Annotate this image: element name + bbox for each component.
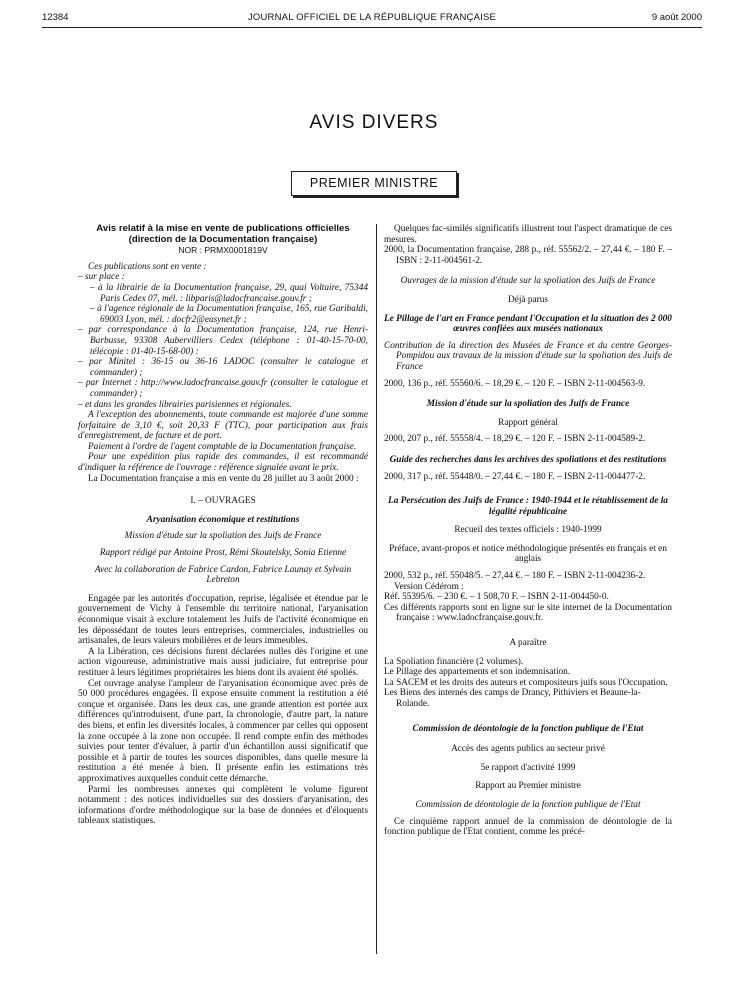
collaboration-text: Avec la collaboration de Fabrice Cardon, Fabrice Launay et Sylvain Lebreton: [94, 564, 352, 586]
librairie-text: – à la librairie de la Documentation française, 29, quai Voltaire, 75344 Paris Cedex 07, mél. : libparis@ladocfrancaise.gouv.fr ;: [90, 282, 368, 304]
nor-code: NOR : PRMX0001819V: [178, 245, 268, 256]
issue-date: 9 août 2000: [651, 12, 702, 23]
header-rule: [42, 27, 702, 28]
ref-persecution: 2000, 532 p., réf. 55048/5. – 27,44 €. – 180 F. – ISBN 2-11-004236-2.: [384, 571, 646, 582]
paiement-text: Paiement à l'ordre de l'agent comptable de la Documentation française.: [88, 441, 357, 452]
ref-rapport-general: 2000, 207 p., réf. 55558/4. – 18,29 €. – 120 F. – ISBN 2-11-004589-2.: [384, 434, 646, 445]
internet-text: – par Internet : http://www.ladocfrancaise.gouv.fr (consulter le catalogue et commander) ;: [78, 378, 368, 399]
guide-title: Guide des recherches dans les archives des spoliations et des restitutions: [389, 454, 667, 465]
list-item: Les Biens des internés des camps de Drancy, Pithiviers et Beaune-la-Rolande.: [384, 688, 641, 709]
page-number: 12384: [42, 12, 69, 23]
ref-guide: 2000, 317 p., réf. 55448/0. – 27,44 €. – 180 F. – ISBN 2-11-004477-2.: [384, 471, 646, 482]
list-item: La SACEM et les droits des auteurs et compositeurs juifs sous l'Occupation.: [384, 677, 668, 688]
mission-text: Mission d'étude sur la spoliation des Juifs de France: [124, 531, 322, 542]
correspondance-text: – par correspondance à la Documentation française, 124, rue Henri-Barbusse, 93308 Aubervilliers Cedex (téléphone : 01-40-15-70-00, télécopie : 01-40-15-68-00) :: [78, 325, 368, 357]
list-item: Le Pillage des appartements et son indemnisation.: [384, 667, 571, 678]
page-header: [42, 10, 702, 24]
mission-title: Mission d'étude sur la spoliation des Juifs de France: [426, 399, 630, 410]
journal-title: JOURNAL OFFICIEL DE LA RÉPUBLIQUE FRANÇAISE: [247, 12, 497, 23]
a-paraitre: A paraître: [509, 638, 547, 649]
mise-en-vente-text: La Documentation française a mis en vente du 28 juillet au 3 août 2000 :: [88, 473, 359, 484]
para-engagee: Engagée par les autorités d'occupation, reprise, légalisée et étendue par le gouvernement de Vichy à l'ensemble du territoire national, l'aryanisation économique visait à exclure totalement les Juifs de l'activité économique en les dépossédant de toutes leurs entreprises, commerciales, industrielles ou artisanales, de leurs valeurs mobilières et de leurs immeubles.: [78, 593, 368, 647]
commission-title: Commission de déontologie de la fonction publique de l'Etat: [412, 723, 644, 734]
minitel-text: – par Minitel : 36-15 ou 36-16 LADOC (consulter le catalogue et commander) ;: [78, 357, 368, 378]
ouvrages-heading: I. – OUVRAGES: [190, 496, 256, 507]
para-liberation: A la Libération, ces décisions furent déclarées nulles dès l'origine et une action vigoureuse, administrative mais aussi judiciaire, fut entreprise pour restituer à leurs légitimes propriétaires les biens dont ils avaient été spoliés.: [78, 646, 368, 678]
preface-text: Préface, avant-propos et notice méthodologique présentés en français et en anglais: [389, 543, 667, 565]
ref-cederom: Réf. 55395/6. – 230 €. – 1 508,70 F. – ISBN 2-11-004450-0.: [384, 592, 609, 603]
rapport-activite: 5e rapport d'activité 1999: [480, 762, 576, 773]
aryanisation-title: Aryanisation économique et restitutions: [146, 514, 300, 525]
agence-text: – à l'agence régionale de la Documentation française, 165, rue Garibaldi, 69003 Lyon, mél. : docfr2@easynet.fr ;: [90, 304, 368, 325]
deja-parus: Déjà parus: [507, 294, 548, 305]
en-ligne-text: Ces différents rapports sont en ligne sur le site internet de la Documentation française : www.ladocfrançaise.gouv.fr.: [384, 602, 672, 624]
expedition-text: Pour une expédition plus rapide des commandes, il est recommandé d'indiquer la référence de l'ouvrage : référence signalée avant le prix.: [78, 452, 368, 474]
sur-place: – sur place :: [78, 272, 125, 283]
rapport-authors: Rapport rédigé par Antoine Prost, Rémi Skoutelsky, Sonia Etienne: [99, 548, 347, 559]
intro-text: Ces publications sont en vente :: [88, 261, 207, 272]
facsimiles-text: Quelques fac-similés significatifs illustrent tout l'aspect dramatique de ces mesures.: [384, 224, 672, 245]
abonnements-text: A l'exception des abonnements, toute commande est majorée d'une somme forfaitaire de 3,10 €, soit 20,33 F (TTC), pour participation aux frais d'enregistrement, de facture et de port.: [78, 410, 368, 442]
pillage-title: Le Pillage de l'art en France pendant l'Occupation et la situation des 2 000 œuvres confiées aux musées nationaux: [384, 313, 672, 335]
rapport-general: Rapport général: [498, 417, 558, 428]
section-title: AVIS DIVERS: [309, 112, 439, 133]
ref-aryanisation: 2000, la Documentation française, 288 p., réf. 55562/2. – 27,44 €. – 180 F. – ISBN : 2-11-004561-2.: [384, 245, 672, 266]
persecution-title: La Persécution des Juifs de France : 1940-1944 et le rétablissement de la légalité républicaine: [388, 496, 668, 517]
ministry-box: PREMIER MINISTRE: [291, 171, 457, 196]
para-annexes: Parmi les nombreuses annexes qui complètent le volume figurent notamment : des notices individuelles sur des dossiers d'aryanisation, des informations d'ordre méthodologique sur la base de données et d'éloquents tableaux statistiques.: [78, 784, 368, 827]
right-column: [384, 224, 672, 838]
commission-italic: Commission de déontologie de la fonction publique de l'Etat: [415, 799, 641, 810]
contribution-text: Contribution de la direction des Musées de France et du centre Georges-Pompidou aux travaux de la mission d'étude sur la spoliation des Juifs de France: [384, 340, 672, 372]
para-ouvrage: Cet ouvrage analyse l'ampleur de l'aryanisation économique avec près de 50 000 procédures engagées. Il expose ensuite comment la restitution a été conçue et organisée. Dans les deux cas, une grande attention est portée aux différences qu'introduisent, d'une part, la chronologie, d'autre part, la nature des biens, et enfin les diversités locales, à commencer par celles qui opposent la zone occupée à la zone non occupée. Il rend compte enfin des méthodes suivies pour tenter d'évaluer, à partir d'un échantillon aussi significatif que possible et à partir de toutes les sources disponibles, dans quelle mesure la restitution a été menée à bien. Il présente enfin les estimations très approximatives auxquelles conduit cette démarche.: [78, 678, 368, 784]
cinquieme-text: Ce cinquième rapport annuel de la commission de déontologie de la fonction publique de l'Etat contient, comme les précé-: [384, 816, 672, 838]
cederom-label: Version Cédérom :: [394, 581, 464, 592]
list-item: La Spoliation financière (2 volumes).: [384, 656, 524, 667]
ref-pillage: 2000, 136 p., réf. 55560/6. – 18,29 €. – 120 F. – ISBN 2-11-004563-9.: [384, 378, 646, 389]
left-column: [78, 224, 368, 827]
column-divider: [376, 224, 377, 954]
recueil-text: Recueil des textes officiels : 1940-1999: [454, 525, 602, 536]
acces-text: Accès des agents publics au secteur privé: [451, 744, 605, 755]
avis-title: Avis relatif à la mise en vente de publications officielles (direction de la Documentation française): [96, 223, 350, 245]
ouvrages-mission: Ouvrages de la mission d'étude sur la spoliation des Juifs de France: [400, 276, 656, 287]
rapport-premier-ministre: Rapport au Premier ministre: [475, 781, 581, 792]
librairies-text: – et dans les grandes librairies parisiennes et régionales.: [78, 399, 292, 410]
